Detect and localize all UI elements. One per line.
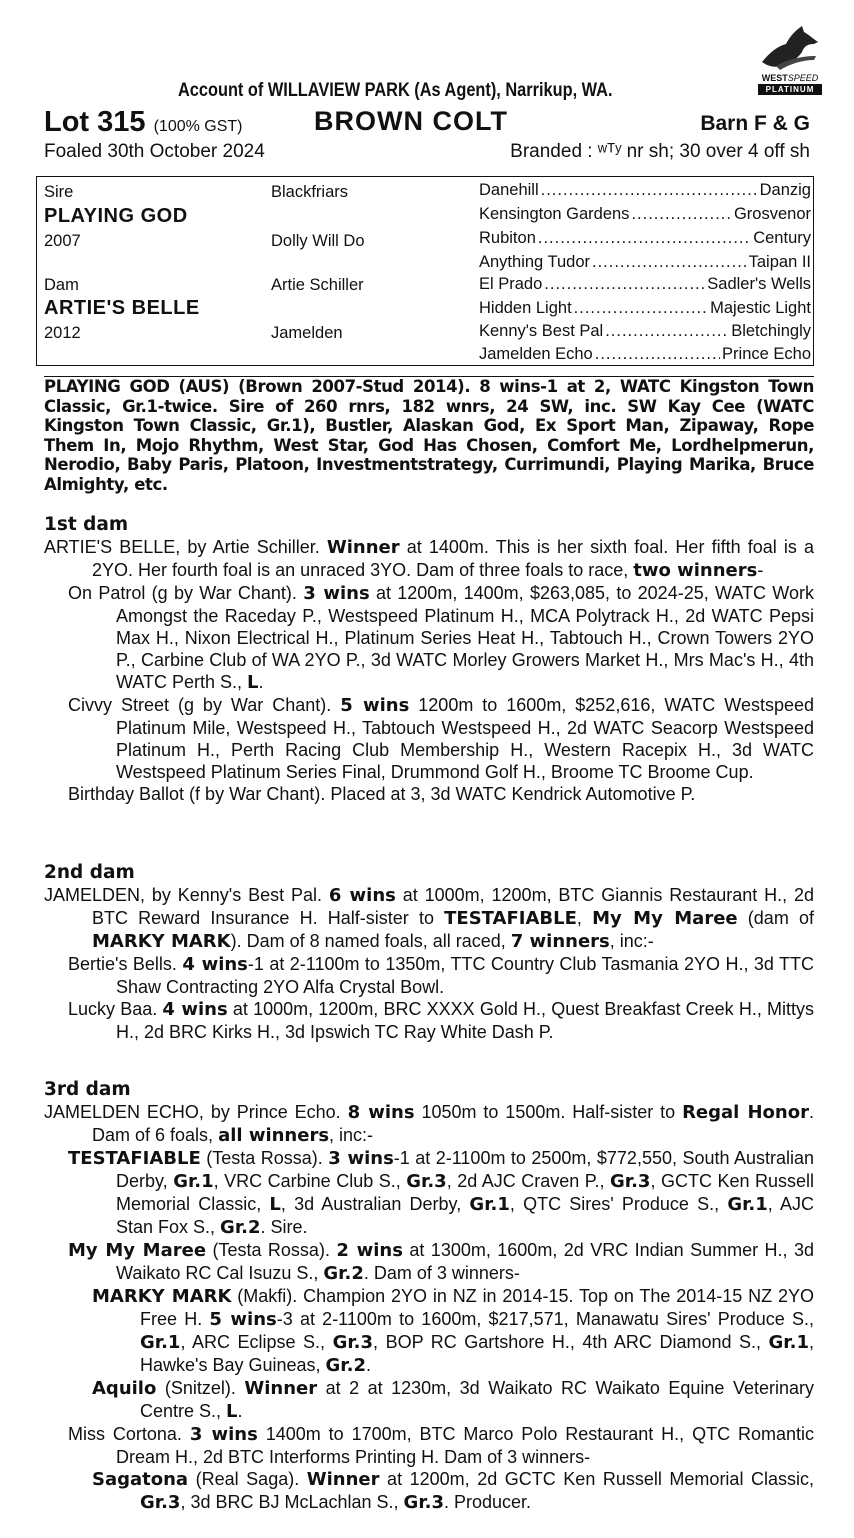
- bold-text: Gr.1: [173, 1171, 214, 1192]
- ancestor-row: [479, 275, 811, 294]
- sire-name: PLAYING GOD: [44, 205, 188, 227]
- lot-number: [44, 106, 243, 139]
- dam-intro: [44, 1101, 814, 1147]
- bold-text: 7 winners: [510, 931, 610, 952]
- progeny-list: [44, 582, 814, 805]
- text-run: , AJC Stan Fox S.,: [116, 1194, 815, 1237]
- section-heading: 2nd dam: [44, 862, 135, 883]
- ancestor-name: Kenny's Best Pal: [479, 322, 604, 340]
- horse-logo-icon: [756, 22, 824, 72]
- progeny-entry: [44, 1423, 814, 1468]
- pedigree-table: [36, 176, 814, 366]
- text-run: , inc:-: [329, 1125, 374, 1145]
- text-run: (Real Saga).: [188, 1469, 307, 1489]
- text-run: , QTC Sires' Produce S.,: [509, 1194, 728, 1214]
- progeny-entry: [44, 1147, 814, 1239]
- text-run: at 1300m, 1600m, 2d VRC Indian Summer H., 3d Waikato RC Cal Isuzu S.,: [116, 1240, 814, 1283]
- text-run: .: [365, 1355, 371, 1375]
- ancestor-row: [479, 181, 811, 200]
- second-dam-section: [44, 862, 814, 1043]
- text-run: (Makfi). Champion 2YO in NZ in 2014-15. Top on The 2014-15 NZ 2YO Free H.: [140, 1286, 815, 1329]
- foaled-date: Foaled 30th October 2024: [44, 141, 265, 162]
- text-run: , BOP RC Gartshore H., 4th ARC Diamond S.,: [373, 1332, 769, 1352]
- leader-dots: [574, 299, 708, 318]
- leader-dots: [592, 253, 747, 272]
- leader-dots: [631, 205, 732, 224]
- text-run: (Testa Rossa).: [200, 1148, 329, 1168]
- leader-dots: [538, 229, 751, 248]
- bold-text: all winners: [218, 1125, 330, 1146]
- text-run: 1050m to 1500m. Half-sister to: [414, 1102, 683, 1122]
- text-run: ,: [576, 908, 593, 928]
- bold-text: 8 wins: [347, 1102, 415, 1123]
- logo-west: WEST: [761, 73, 788, 83]
- ancestor-sire: Century: [753, 229, 811, 247]
- ancestor-row: [479, 345, 811, 364]
- text-run: JAMELDEN ECHO, by Prince Echo.: [44, 1102, 348, 1122]
- ancestor-name: El Prado: [479, 275, 543, 293]
- ancestor-row: [479, 253, 811, 272]
- bold-text: Gr.3: [332, 1332, 374, 1353]
- bold-text: Gr.3: [403, 1492, 444, 1513]
- text-run: 1400m to 1700m, BTC Marco Polo Restaurant H., QTC Romantic Dream H., 2d BTC Interforms Printing H. Dam of 3 winners-: [116, 1424, 814, 1467]
- bold-text: Gr.3: [140, 1492, 181, 1513]
- leader-dots: [541, 181, 758, 200]
- progeny-entry: [44, 1468, 814, 1514]
- bold-text: 3 wins: [189, 1424, 258, 1445]
- ancestor-row: [479, 205, 811, 224]
- text-run: . Dam of 6 foals,: [92, 1102, 814, 1145]
- lot-description: BROWN COLT: [314, 106, 508, 136]
- progeny-entry: [44, 953, 814, 998]
- text-run: Birthday Ballot (f by War Chant). Placed at 3, 3d WATC Kendrick Automotive P.: [68, 784, 696, 804]
- bold-text: Gr.2: [220, 1217, 261, 1238]
- bold-text: Gr.2: [325, 1355, 366, 1376]
- text-run: , ARC Eclipse S.,: [180, 1332, 333, 1352]
- text-run: ARTIE'S BELLE, by Artie Schiller.: [44, 537, 327, 557]
- bold-text: MARKY MARK: [92, 1286, 232, 1307]
- progeny-entry: [44, 582, 814, 694]
- text-run: On Patrol (g by War Chant).: [68, 583, 304, 603]
- bold-text: Winner: [244, 1378, 318, 1399]
- progeny-entry: [44, 783, 814, 805]
- progeny-list: [44, 1147, 814, 1514]
- ancestor-name: Rubiton: [479, 229, 536, 247]
- text-run: -1 at 2-1100m to 2500m, $772,550, South Australian Derby,: [116, 1148, 814, 1191]
- bold-text: Gr.2: [323, 1263, 364, 1284]
- progeny-entry: [44, 1239, 814, 1285]
- text-run: , 3d Australian Derby,: [280, 1194, 470, 1214]
- ancestor-name: Anything Tudor: [479, 253, 590, 271]
- text-run: (Testa Rossa).: [206, 1240, 337, 1260]
- bold-text: Gr.3: [406, 1171, 447, 1192]
- bold-text: 3 wins: [303, 583, 370, 604]
- bold-text: 4 wins: [182, 954, 248, 975]
- progeny-entry: [44, 1285, 814, 1377]
- text-run: -3 at 2-1100m to 1600m, $217,571, Manawatu Sires' Produce S.,: [276, 1309, 814, 1329]
- bold-text: L: [269, 1194, 281, 1215]
- text-run: at 1200m, 1400m, $263,085, to 2024-25, WATC Work Amongst the Raceday P., Westspeed Platinum H., MCA Polytrack H., 2d WATC Pepsi Max H., Nixon Electrical H., Platinum Series Heat H., Tabtouch H., Crown Towers 2YO P., Carbine Club of WA 2YO P., 3d WATC Morley Growers Market H., Mrs Mac's H., 4th WATC Perth S.,: [116, 583, 814, 692]
- ancestor-sire: Sadler's Wells: [707, 275, 811, 293]
- progeny-entry: [44, 694, 814, 783]
- bold-text: Regal Honor: [682, 1102, 809, 1123]
- ancestor-name: Hidden Light: [479, 299, 572, 317]
- text-run: Bertie's Bells.: [68, 954, 183, 974]
- bold-text: Sagatona: [92, 1469, 189, 1490]
- bold-text: 6 wins: [328, 885, 396, 906]
- bold-text: Gr.1: [469, 1194, 510, 1215]
- text-run: . Dam of 3 winners-: [363, 1263, 520, 1283]
- bold-text: TESTAFIABLE: [68, 1148, 201, 1169]
- grandsire-sire: Blackfriars: [271, 183, 349, 201]
- text-run: . Producer.: [444, 1492, 532, 1512]
- progeny-list: [44, 953, 814, 1043]
- bold-text: 2 wins: [336, 1240, 403, 1261]
- text-run: , GCTC Ken Russell Memorial Classic,: [116, 1171, 814, 1214]
- text-run: , 3d BRC BJ McLachlan S.,: [180, 1492, 404, 1512]
- text-run: .: [258, 672, 264, 692]
- text-run: , VRC Carbine Club S.,: [213, 1171, 407, 1191]
- dam-label: Dam: [44, 276, 79, 294]
- ancestor-sire: Bletchingly: [731, 322, 811, 340]
- text-run: -1 at 2-1100m to 1350m, TTC Country Club Tasmania 2YO H., 3d TTC Shaw Contracting 2YO Alfa Crystal Bowl.: [116, 954, 814, 997]
- dam-intro: [44, 884, 814, 953]
- bold-text: Winner: [326, 537, 400, 558]
- ancestor-name: Kensington Gardens: [479, 205, 630, 223]
- logo-tier: PLATINUM: [758, 84, 822, 95]
- lot-label: Lot 315: [44, 106, 146, 138]
- granddam-dam: Jamelden: [271, 324, 343, 342]
- bold-text: Gr.1: [140, 1332, 181, 1353]
- sire-label: Sire: [44, 183, 74, 201]
- dam-name: ARTIE'S BELLE: [44, 297, 200, 319]
- text-run: (Snitzel).: [156, 1378, 245, 1398]
- ancestor-row: [479, 299, 811, 318]
- sire-year: 2007: [44, 232, 81, 250]
- leader-dots: [605, 322, 729, 341]
- text-run: Civvy Street (g by War Chant).: [68, 695, 341, 715]
- bold-text: L: [226, 1401, 238, 1422]
- bold-text: Winner: [306, 1469, 380, 1490]
- bold-text: 3 wins: [328, 1148, 394, 1169]
- text-run: at 1000m, 1200m, BTC Giannis Restaurant H., 2d BTC Reward Insurance H. Half-sister to: [92, 885, 815, 928]
- bold-text: 4 wins: [162, 999, 228, 1020]
- bold-text: TESTAFIABLE: [444, 908, 577, 929]
- granddam-sire: Dolly Will Do: [271, 232, 365, 250]
- text-run: , 2d AJC Craven P.,: [446, 1171, 610, 1191]
- first-dam-section: [44, 514, 814, 805]
- bold-text: Aquilo: [92, 1378, 157, 1399]
- bold-text: L: [247, 672, 259, 693]
- text-run: , Hawke's Bay Guineas,: [140, 1332, 814, 1375]
- text-run: Miss Cortona.: [68, 1424, 190, 1444]
- text-run: -: [757, 560, 764, 580]
- bold-text: 5 wins: [340, 695, 410, 716]
- text-run: JAMELDEN, by Kenny's Best Pal.: [44, 885, 329, 905]
- leader-dots: [595, 345, 720, 364]
- text-run: at 2 at 1230m, 3d Waikato RC Waikato Equine Veterinary Centre S.,: [140, 1378, 814, 1421]
- dam-year: 2012: [44, 324, 81, 342]
- text-run: 1200m to 1600m, $252,616, WATC Westspeed Platinum Mile, Westspeed H., Tabtouch Westspeed H., 2d WATC Seacorp Westspeed Platinum H., Perth Racing Club Membership H., Western Racepix H., 3d WATC Westspeed Platinum Series Final, Drummond Golf H., Broome TC Broome Cup.: [116, 695, 814, 782]
- ancestor-row: [479, 229, 811, 248]
- text-run: at 1000m, 1200m, BRC XXXX Gold H., Quest Breakfast Creek H., Mittys H., 2d BRC Kirks H., 3d Ipswich TC Ray White Dash P.: [116, 999, 814, 1042]
- sire-summary: PLAYING GOD (AUS) (Brown 2007-Stud 2014). 8 wins-1 at 2, WATC Kingston Town Classic, Gr.1-twice. Sire of 260 rnrs, 182 wnrs, 24 SW, inc. SW Kay Cee (WATC Kingston Town Classic, Gr.1), Bustler, Alaskan God, Ex Sport Man, Zipaway, Rope Them In, Mojo Rhythm, West Star, God Has Chosen, Comfort Me, Lordhelpmerun, Nerodio, Baby Paris, Platoon, Investmentstrategy, Currimundi, Playing Marika, Bruce Almighty, etc.: [44, 377, 814, 494]
- text-run: .: [237, 1401, 243, 1421]
- vendor-account: Account of WILLAVIEW PARK (As Agent), Narrikup, WA.: [178, 80, 613, 101]
- barn-location: Barn F & G: [700, 112, 810, 135]
- ancestor-sire: Majestic Light: [710, 299, 811, 317]
- progeny-entry: [44, 1377, 814, 1423]
- brand-marks: Branded : ʷᵀʸ nr sh; 30 over 4 off sh: [510, 141, 810, 162]
- third-dam-section: [44, 1079, 814, 1514]
- ancestor-row: [479, 322, 811, 341]
- bold-text: My My Maree: [68, 1240, 207, 1261]
- text-run: , inc:-: [609, 931, 654, 951]
- dam-intro: [44, 536, 814, 582]
- bold-text: Gr.1: [727, 1194, 768, 1215]
- logo-speed: SPEED: [787, 73, 819, 83]
- text-run: Lucky Baa.: [68, 999, 163, 1019]
- ancestor-name: Jamelden Echo: [479, 345, 593, 363]
- ancestor-sire: Prince Echo: [722, 345, 811, 363]
- bold-text: 5 wins: [209, 1309, 277, 1330]
- text-run: at 1200m, 2d GCTC Ken Russell Memorial Classic,: [379, 1469, 814, 1489]
- westspeed-platinum-logo: [756, 22, 824, 100]
- text-run: . Sire.: [260, 1217, 308, 1237]
- bold-text: My My Maree: [592, 908, 738, 929]
- grandsire-dam: Artie Schiller: [271, 276, 364, 294]
- section-heading: 3rd dam: [44, 1079, 131, 1100]
- ancestor-sire: Taipan II: [748, 253, 811, 271]
- gst-note: (100% GST): [153, 118, 243, 135]
- text-run: (dam of: [737, 908, 814, 928]
- bold-text: two winners: [633, 560, 758, 581]
- bold-text: Gr.3: [609, 1171, 651, 1192]
- ancestor-sire: Danzig: [759, 181, 811, 199]
- ancestor-name: Danehill: [479, 181, 539, 199]
- bold-text: Gr.1: [768, 1332, 809, 1353]
- leader-dots: [544, 275, 705, 294]
- section-heading: 1st dam: [44, 514, 129, 535]
- bold-text: MARKY MARK: [92, 931, 231, 952]
- ancestor-sire: Grosvenor: [733, 205, 811, 223]
- text-run: ). Dam of 8 named foals, all raced,: [230, 931, 511, 951]
- progeny-entry: [44, 998, 814, 1043]
- logo-wordmark: [756, 73, 824, 83]
- text-run: at 1400m. This is her sixth foal. Her fifth foal is a 2YO. Her fourth foal is an unraced 3YO. Dam of three foals to race,: [92, 537, 814, 580]
